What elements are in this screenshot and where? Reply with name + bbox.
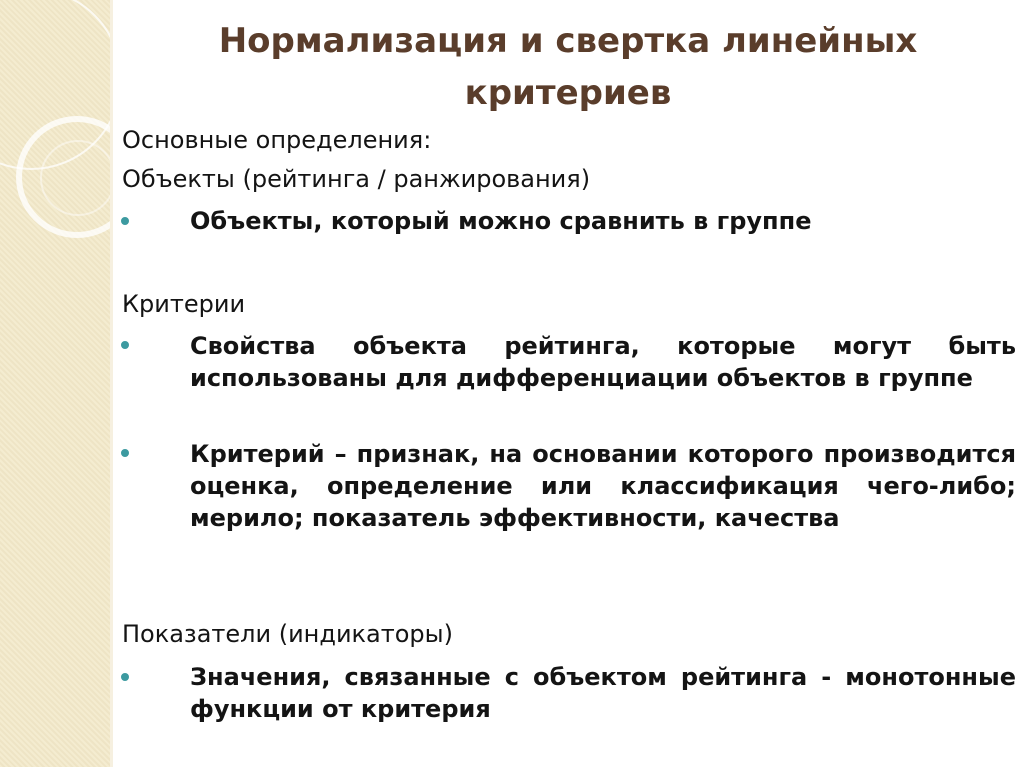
list-item: Критерий – признак, на основании которого производится оценка, определение или классификация чего-либо; мерило; показатель эффективности, качества [190, 440, 1016, 532]
bullet-icon [121, 217, 129, 225]
section-subheading: Объекты (рейтинга / ранжирования) [122, 165, 591, 193]
sidebar-edge [110, 0, 113, 767]
bullet-icon [121, 673, 129, 681]
slide-title-line2: критериев [464, 73, 672, 113]
bullet-icon [121, 449, 129, 457]
section-heading: Показатели (индикаторы) [122, 620, 453, 648]
list-item: Значения, связанные с объектом рейтинга - монотонные функции от критерия [190, 663, 1016, 723]
decorative-sidebar [0, 0, 110, 767]
list-item: Свойства объекта рейтинга, которые могут быть использованы для дифференциации объектов в группе [190, 332, 1016, 392]
decorative-circle [40, 140, 110, 216]
section-heading: Критерии [122, 290, 246, 318]
list-item: Объекты, который можно сравнить в группе [190, 207, 812, 235]
section-heading: Основные определения: [122, 126, 432, 154]
slide-title: Нормализация и свертка линейных [218, 21, 918, 61]
bullet-icon [121, 341, 129, 349]
